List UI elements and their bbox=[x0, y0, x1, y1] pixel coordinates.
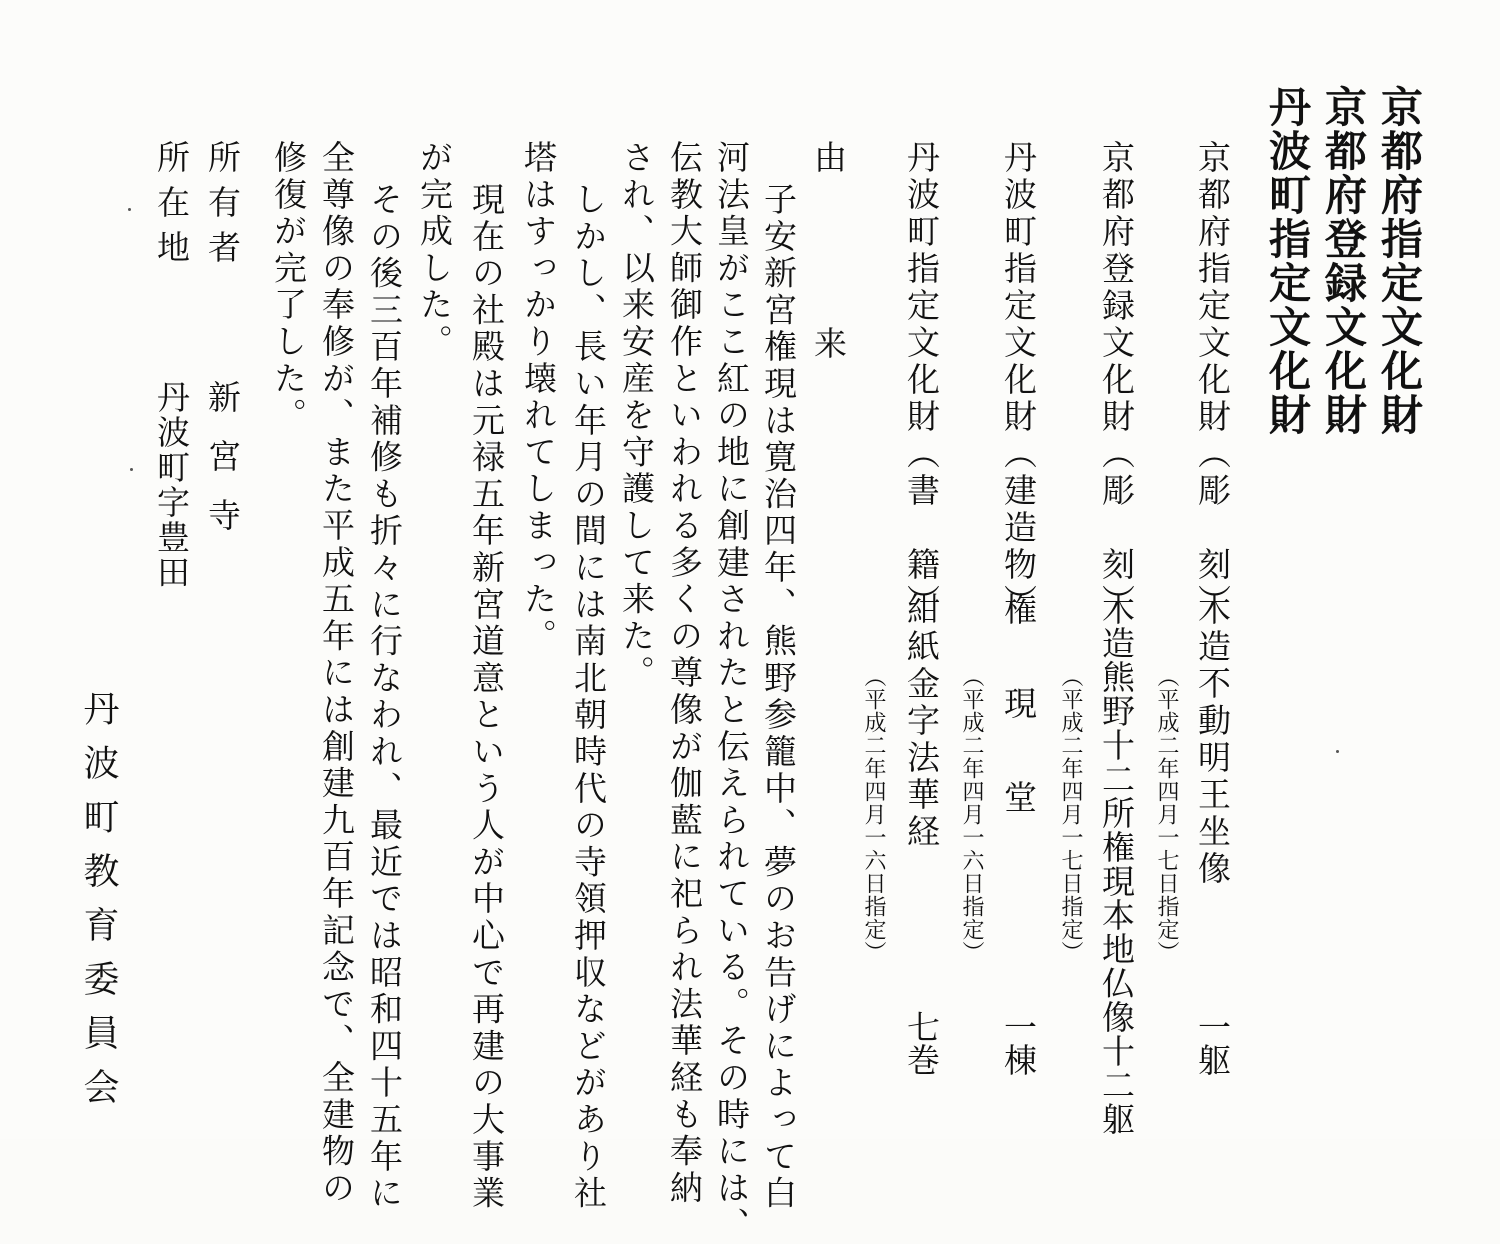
origin-line: 伝教大師御作といわれる多くの尊像が伽藍に祀られ法華経も奉納 bbox=[665, 140, 704, 1208]
origin-line: され、以来安産を守護して来た。 bbox=[617, 140, 656, 692]
property-date: （平成二年四月一七日指定） bbox=[1154, 665, 1179, 964]
location-value: 丹波町字豊田 bbox=[152, 380, 191, 590]
origin-line: 修復が完了した。 bbox=[269, 140, 308, 435]
property-category: 京都府指定文化財（彫 刻） bbox=[1193, 140, 1232, 621]
origin-line: しかし、長い年月の間には南北朝時代の寺領押収などがあり社 bbox=[569, 182, 608, 1213]
property-date: （平成二年四月一七日指定） bbox=[1058, 665, 1083, 964]
owner-value: 新宮寺 bbox=[203, 380, 242, 557]
property-category: 京都府登録文化財（彫 刻） bbox=[1097, 140, 1136, 621]
location-label: 所在地 bbox=[152, 140, 191, 275]
property-item: 権 現 堂 bbox=[999, 592, 1038, 827]
origin-line: 河法皇がここ紅の地に創建されたと伝えられている。その時には、 bbox=[712, 140, 751, 1244]
title-prefectural-registered: 京都府登録文化財 bbox=[1319, 85, 1368, 437]
owner-label: 所有者 bbox=[203, 140, 242, 275]
origin-line: 子安新宮権現は寛治四年、熊野参籠中、夢のお告げによって白 bbox=[759, 182, 798, 1213]
property-item: 紺紙金字法華経 bbox=[902, 592, 941, 851]
property-count: 七巻 bbox=[902, 1010, 941, 1076]
property-item: 木造熊野十二所権現本地仏像十二躯 bbox=[1097, 592, 1136, 1136]
property-category: 丹波町指定文化財（書 籍） bbox=[902, 140, 941, 621]
property-item: 木造不動明王坐像 bbox=[1193, 592, 1232, 888]
property-category: 丹波町指定文化財（建造物） bbox=[999, 140, 1038, 621]
origin-heading: 由 来 bbox=[809, 140, 848, 419]
issuer: 丹波町教育委員会 bbox=[78, 690, 119, 1122]
title-town-designated: 丹波町指定文化財 bbox=[1263, 85, 1312, 437]
origin-line: 現在の社殿は元禄五年新宮道意という人が中心で再建の大事業 bbox=[467, 182, 506, 1213]
property-count: 一躯 bbox=[1193, 1010, 1232, 1076]
property-date: （平成二年四月一六日指定） bbox=[959, 665, 984, 964]
title-prefectural-designated: 京都府指定文化財 bbox=[1375, 85, 1424, 437]
origin-line: 全尊像の奉修が、また平成五年には創建九百年記念で、全建物の bbox=[317, 140, 356, 1208]
speck bbox=[130, 468, 133, 471]
speck bbox=[128, 208, 131, 211]
speck bbox=[1336, 750, 1339, 753]
origin-line: その後三百年補修も折々に行なわれ、最近では昭和四十五年に bbox=[365, 182, 404, 1213]
origin-line: 塔はすっかり壊れてしまった。 bbox=[519, 140, 558, 656]
property-date: （平成二年四月一六日指定） bbox=[861, 665, 886, 964]
property-count: 一棟 bbox=[999, 1010, 1038, 1076]
origin-line: が完成した。 bbox=[415, 140, 454, 361]
